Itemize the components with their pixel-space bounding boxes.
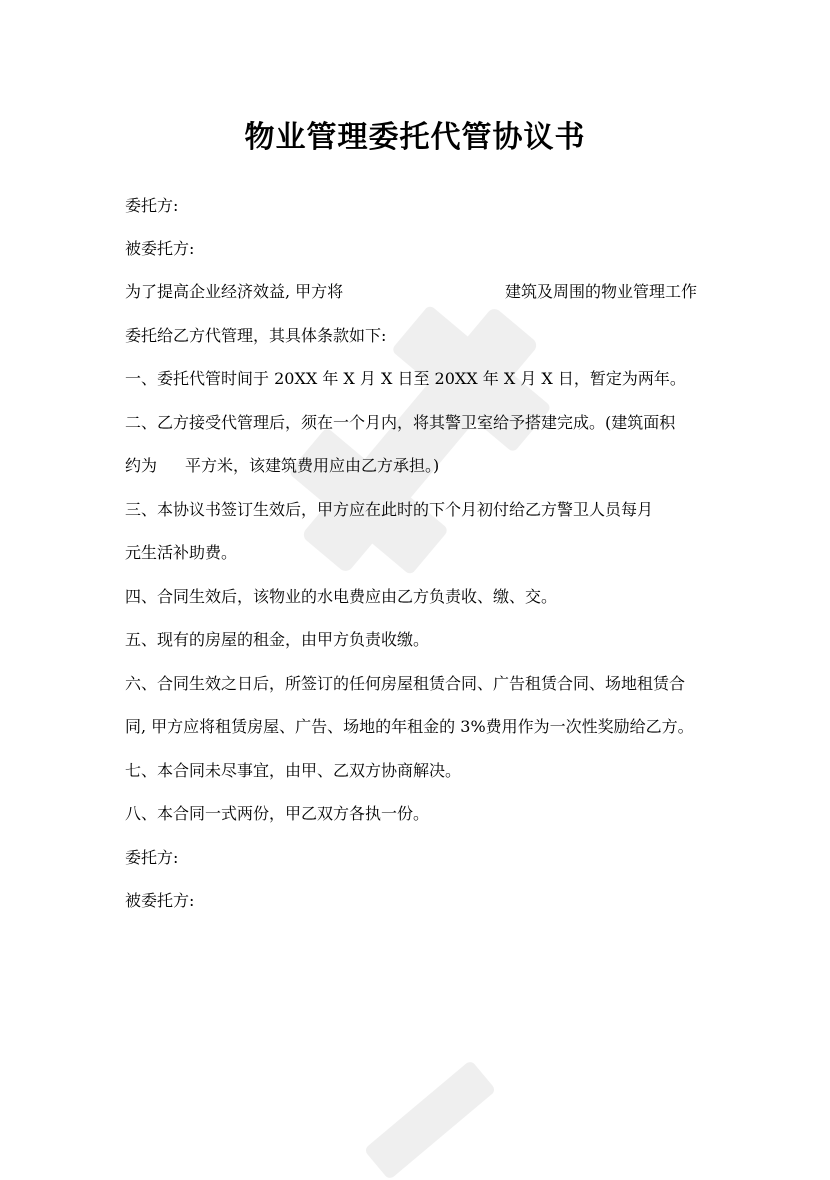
clause-2-line2-start: 约为 [125, 456, 158, 475]
clause-6-line2: 同, 甲方应将租赁房屋、广告、场地的年租金的 3%费用作为一次性奖励给乙方。 [125, 717, 694, 736]
document-title: 物业管理委托代管协议书 [244, 120, 586, 155]
clause-6-line1: 六、合同生效之日后，所签订的任何房屋租赁合同、广告租赁合同、场地租赁合 [125, 674, 686, 693]
clause-3-line2: 元生活补助费。 [125, 543, 238, 562]
clause-5: 五、现有的房屋的租金，由甲方负责收缴。 [125, 630, 430, 649]
intro-text-part2: 建筑及周围的物业管理工作 [505, 282, 698, 301]
clause-2-line2 [125, 456, 439, 476]
clause-8: 八、本合同一式两份，甲乙双方各执一份。 [125, 804, 430, 823]
party-b-label: 被委托方: [125, 239, 195, 258]
party-a-label: 委托方: [125, 196, 179, 215]
intro-text-part1: 为了提高企业经济效益, 甲方将 [125, 282, 344, 301]
clause-2-line1: 二、乙方接受代管理后，须在一个月内，将其警卫室给予搭建完成。(建筑面积 [125, 413, 676, 432]
clause-3-line1: 三、本协议书签订生效后，甲方应在此时的下个月初付给乙方警卫人员每月 [125, 500, 654, 519]
intro-text-line2: 委托给乙方代管理，其具体条款如下: [125, 326, 387, 345]
clause-1: 一、委托代管时间于 20XX 年 X 月 X 日至 20XX 年 X 月 X 日，暂定为两年。 [125, 369, 686, 388]
clause-4: 四、合同生效后，该物业的水电费应由乙方负责收、缴、交。 [125, 587, 558, 606]
clause-7: 七、本合同未尽事宜，由甲、乙双方协商解决。 [125, 761, 462, 780]
signature-party-b: 被委托方: [125, 891, 195, 910]
watermark-icon [230, 250, 610, 630]
clause-2-line2-end: 平方米，该建筑费用应由乙方承担。) [185, 456, 440, 475]
watermark-icon [330, 1060, 530, 1180]
signature-party-a: 委托方: [125, 848, 179, 867]
